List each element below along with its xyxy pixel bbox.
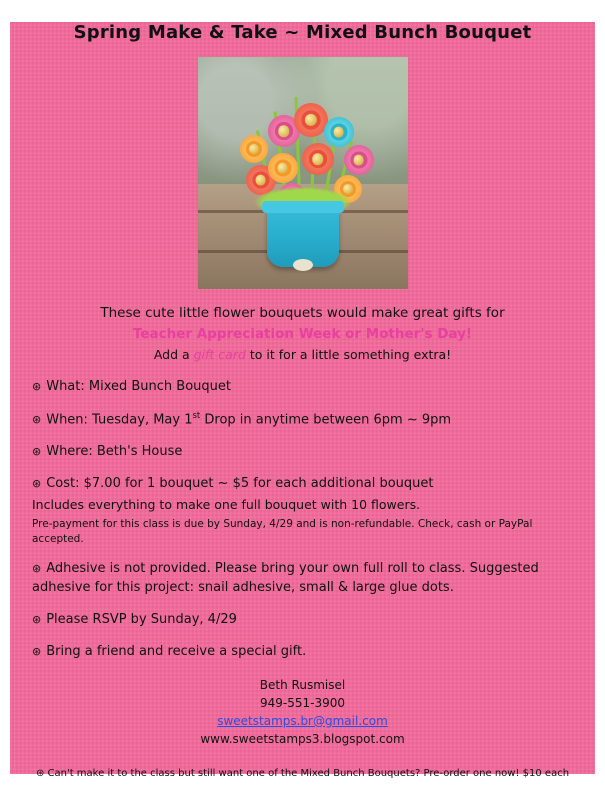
blue-pail [267,207,339,267]
intro-line-3-before: Add a [153,346,194,362]
bullet-icon: ⊛ [32,413,42,427]
list-item-cost [32,475,573,547]
when-label-b: Drop in anytime between 6pm ~ 9pm [200,412,452,428]
photo-container [10,57,595,289]
intro-line-1: These cute little flower bouquets would make great gifts for [100,305,505,321]
bullet-icon: ⊛ [32,645,42,659]
contact-phone: 949-551-3900 [259,695,345,710]
when-label-a: When: Tuesday, May 1 [46,412,193,428]
list-item-rsvp [32,611,573,630]
cost-includes: Includes everything to make one full bouquet with 10 flowers. [32,496,421,512]
contact-name: Beth Rusmisel [259,677,346,692]
intro-line-2: Teacher Appreciation Week or Mother's Day! [132,325,473,342]
bullet-icon: ⊛ [32,445,42,459]
bullet-icon: ⊛ [32,562,42,576]
details-list [32,378,573,662]
flyer-body [28,303,577,779]
paper-flower [302,143,334,175]
paper-flower [294,103,328,137]
paper-flower [268,153,298,183]
preorder-footer-note: ⊛ Can't make it to the class but still want one of the Mixed Bunch Bouquets? Pre-order one now! $10 each [35,767,570,779]
intro-block [28,303,577,364]
list-item-adhesive [32,560,573,598]
contact-website[interactable]: www.sweetstamps3.blogspot.com [200,731,405,746]
paper-flower [344,145,374,175]
gift-card-link[interactable]: gift card [193,346,246,362]
list-item-where [32,443,573,462]
list-item-what [32,378,573,397]
pail-rim [262,201,344,213]
pail-knob [293,259,313,271]
contact-block [28,676,577,748]
page-title: Spring Make & Take ~ Mixed Bunch Bouquet [73,22,532,43]
list-item-bring-friend [32,643,573,662]
contact-email-link[interactable]: sweetstamps.br@gmail.com [217,713,388,728]
flyer-page [10,22,595,779]
bullet-icon: ⊛ [32,477,42,491]
bullet-icon: ⊛ [32,380,42,394]
bouquet-photo [198,57,408,289]
paper-flower [324,117,354,147]
adhesive-label: Adhesive is not provided. Please bring your own full roll to class. Suggested adhesive for this project: snail adhesive, small & large glue dots. [32,561,539,596]
bullet-icon: ⊛ [32,613,42,627]
intro-line-3 [28,345,577,364]
rsvp-label: Please RSVP by Sunday, 4/29 [46,612,237,628]
bring-friend-label: Bring a friend and receive a special gift. [46,644,307,660]
when-ordinal-suffix: st [192,411,201,422]
intro-line-3-after: to it for a little something extra! [245,346,452,362]
cost-fine-print: Pre-payment for this class is due by Sunday, 4/29 and is non-refundable. Check, cash or PayPal accepted. [32,518,533,546]
list-item-when [32,410,573,430]
cost-label: Cost: $7.00 for 1 bouquet ~ $5 for each additional bouquet [46,476,434,492]
what-label: What: Mixed Bunch Bouquet [46,379,232,395]
paper-flower [240,135,268,163]
where-label: Where: Beth's House [46,444,183,460]
